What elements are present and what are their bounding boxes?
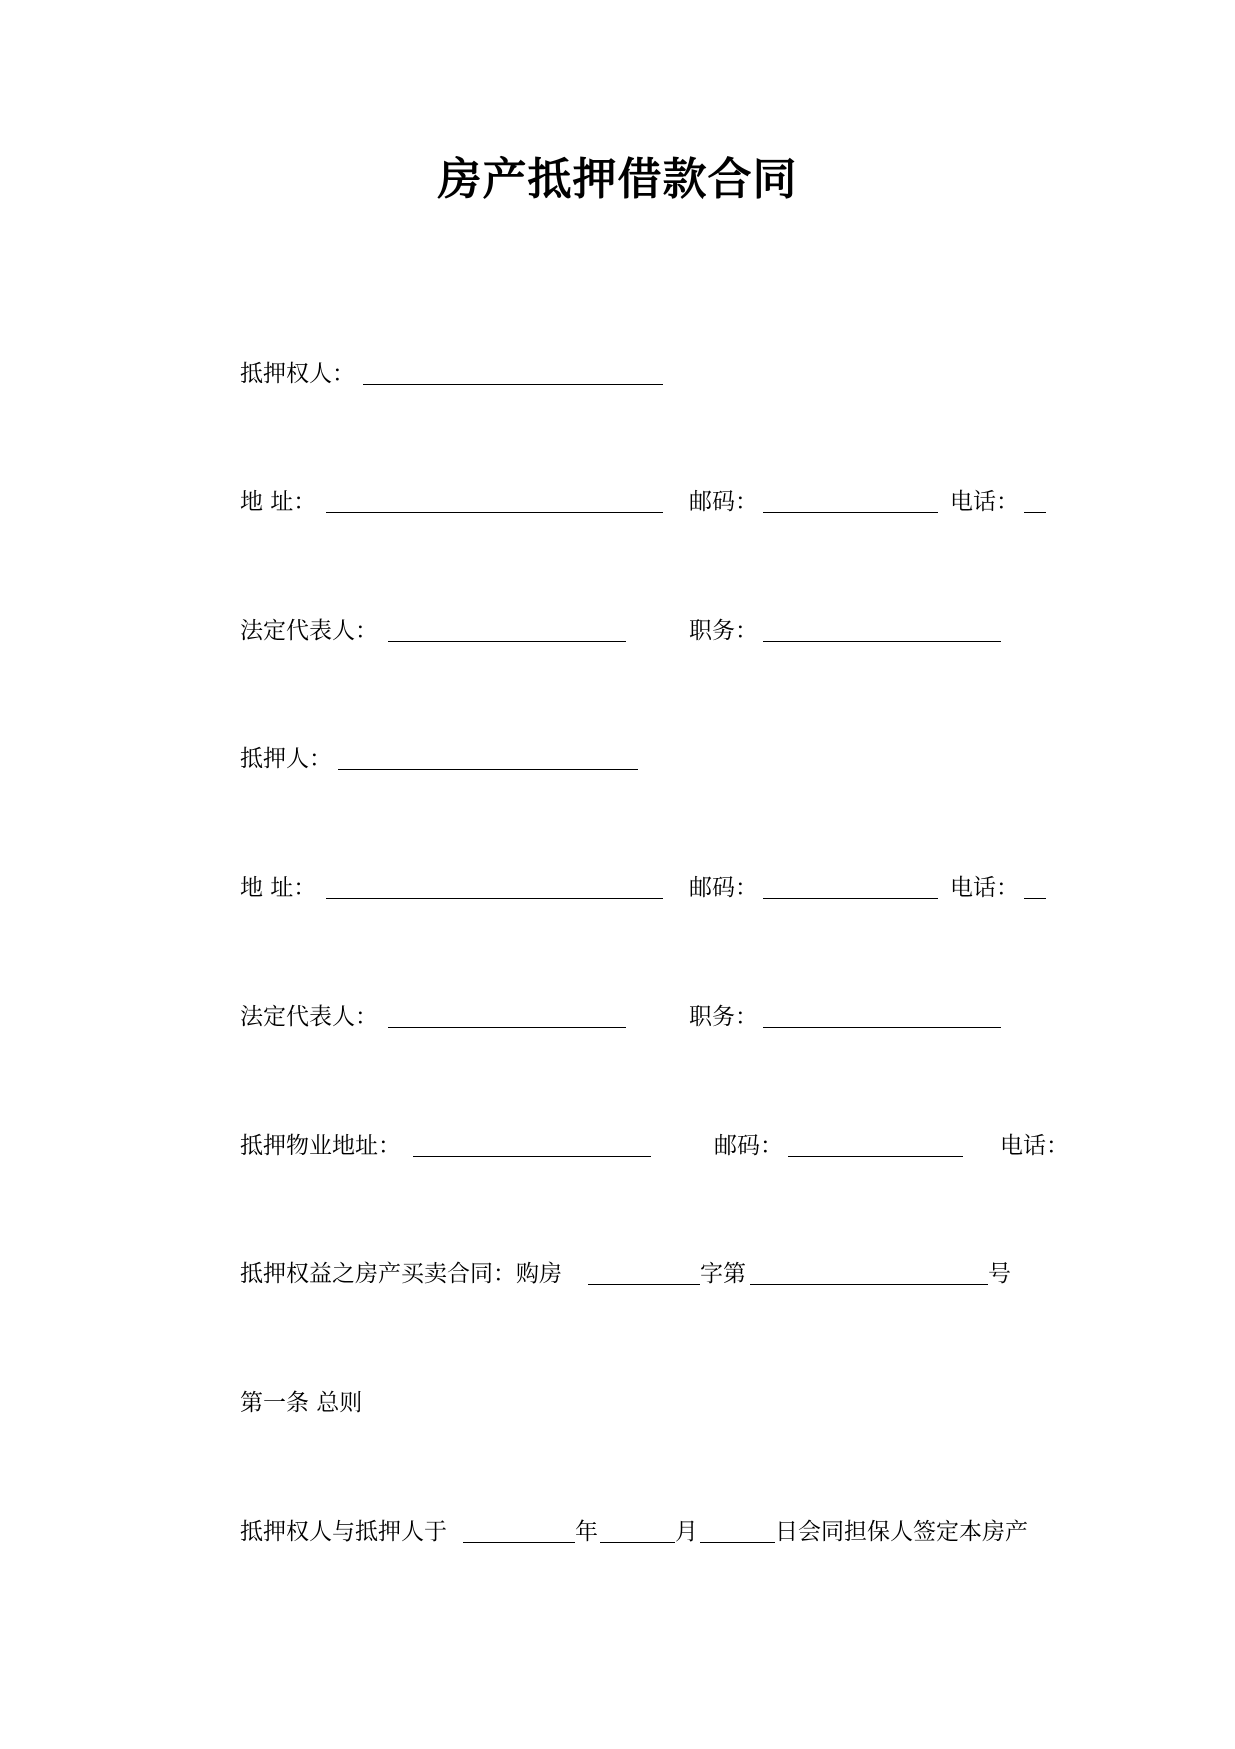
contract-ref-number-blank[interactable] bbox=[750, 1284, 988, 1285]
mortgagee-legal-rep-label: 法定代表人： bbox=[240, 618, 378, 644]
mortgagor-phone-blank[interactable] bbox=[1024, 898, 1046, 899]
mortgagee-phone-blank[interactable] bbox=[1024, 512, 1046, 513]
mortgagor-name-blank[interactable] bbox=[338, 769, 638, 770]
article1-day-rest: 日会同担保人签定本房产 bbox=[775, 1519, 1028, 1545]
mortgagee-name-label: 抵押权人： bbox=[240, 361, 355, 387]
mortgagee-position-blank[interactable] bbox=[763, 641, 1001, 642]
mortgagor-postcode-label: 邮码： bbox=[689, 875, 758, 901]
mortgagor-name-label: 抵押人： bbox=[240, 746, 332, 772]
article1-month-blank[interactable] bbox=[600, 1542, 675, 1543]
mortgagor-name-row bbox=[240, 741, 1040, 777]
contract-ref-word-label: 字第 bbox=[700, 1261, 746, 1287]
mortgagor-position-label: 职务： bbox=[689, 1004, 758, 1030]
article1-day-blank[interactable] bbox=[700, 1542, 775, 1543]
contract-ref-suffix: 号 bbox=[988, 1261, 1011, 1287]
article1-year-blank[interactable] bbox=[463, 1542, 575, 1543]
mortgagee-address-label: 地 址： bbox=[240, 489, 317, 515]
property-postcode-label: 邮码： bbox=[714, 1133, 783, 1159]
mortgagee-name-row bbox=[240, 356, 1040, 392]
article1-text-start: 抵押权人与抵押人于 bbox=[240, 1519, 447, 1545]
property-address-label: 抵押物业地址： bbox=[240, 1133, 401, 1159]
mortgagee-address-blank[interactable] bbox=[326, 512, 663, 513]
mortgagor-address-blank[interactable] bbox=[326, 898, 663, 899]
article1-heading: 第一条 总则 bbox=[240, 1390, 363, 1416]
mortgagor-postcode-blank[interactable] bbox=[763, 898, 938, 899]
mortgagor-legal-rep-blank[interactable] bbox=[388, 1027, 626, 1028]
article1-text-row bbox=[240, 1514, 1060, 1550]
mortgagee-postcode-blank[interactable] bbox=[763, 512, 938, 513]
property-phone-label: 电话： bbox=[1000, 1133, 1069, 1159]
mortgagor-position-blank[interactable] bbox=[763, 1027, 1001, 1028]
property-postcode-blank[interactable] bbox=[788, 1156, 963, 1157]
mortgagee-phone-label: 电话： bbox=[950, 489, 1019, 515]
contract-ref-label: 抵押权益之房产买卖合同：购房 bbox=[240, 1261, 562, 1287]
mortgagor-rep-row bbox=[240, 999, 1040, 1035]
property-address-row bbox=[240, 1128, 1069, 1164]
property-address-blank[interactable] bbox=[413, 1156, 651, 1157]
mortgagee-rep-row bbox=[240, 613, 1040, 649]
mortgagee-position-label: 职务： bbox=[689, 618, 758, 644]
mortgagee-postcode-label: 邮码： bbox=[689, 489, 758, 515]
article1-month-label: 月 bbox=[675, 1519, 698, 1545]
article1-heading-row bbox=[240, 1385, 1040, 1421]
mortgagor-legal-rep-label: 法定代表人： bbox=[240, 1004, 378, 1030]
mortgagor-address-row bbox=[240, 870, 1040, 906]
mortgagee-address-row bbox=[240, 484, 1040, 520]
mortgagor-address-label: 地 址： bbox=[240, 875, 317, 901]
article1-year-label: 年 bbox=[575, 1519, 598, 1545]
mortgagee-legal-rep-blank[interactable] bbox=[388, 641, 626, 642]
document-title: 房产抵押借款合同 bbox=[437, 154, 798, 205]
contract-ref-prefix-blank[interactable] bbox=[588, 1284, 700, 1285]
mortgagee-name-blank[interactable] bbox=[363, 384, 663, 385]
contract-ref-row bbox=[240, 1256, 1040, 1292]
mortgagor-phone-label: 电话： bbox=[950, 875, 1019, 901]
